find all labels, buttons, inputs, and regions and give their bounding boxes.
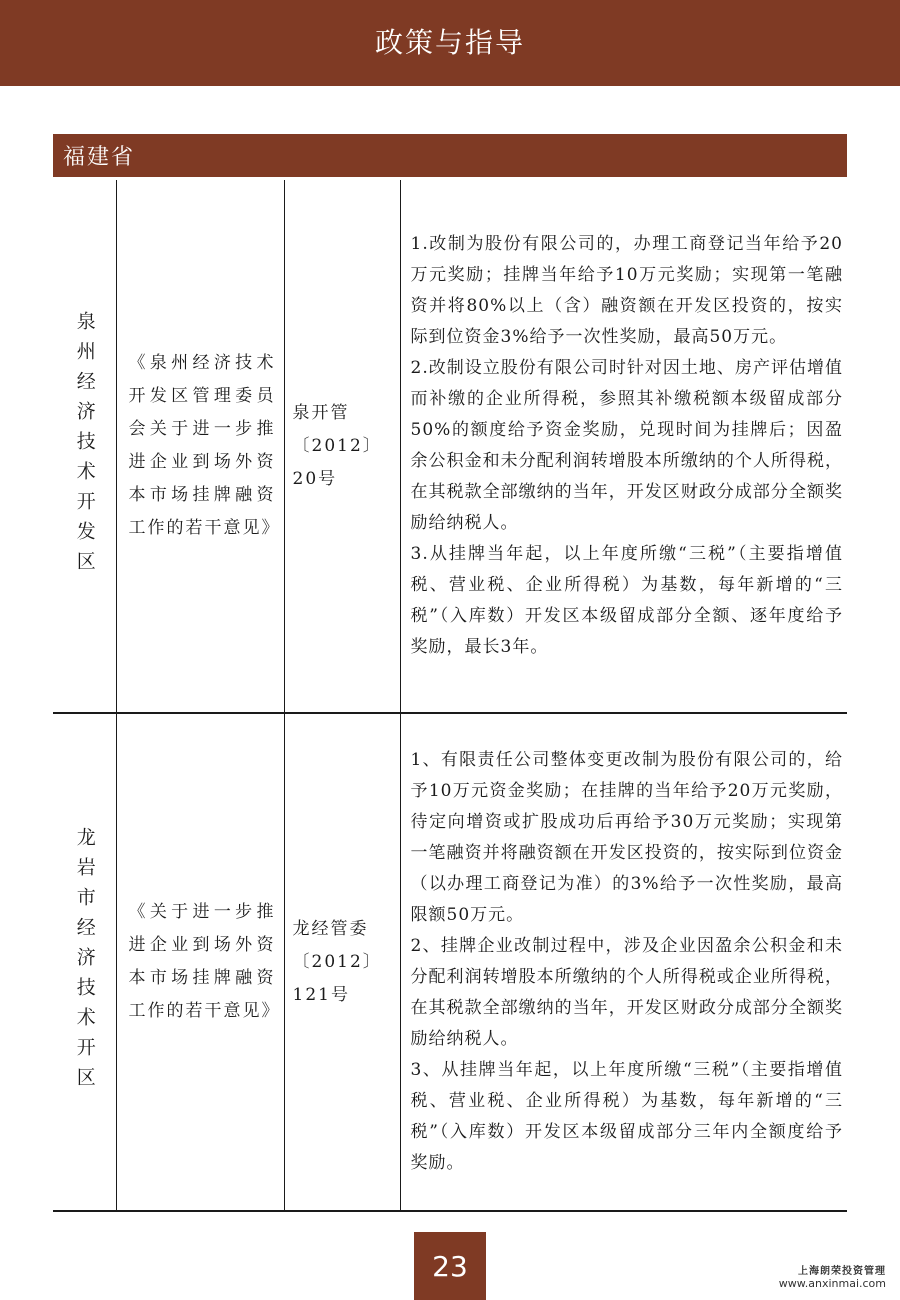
doc-title-cell [116, 180, 284, 713]
document-number: 龙经管委〔2012〕121号 [292, 918, 382, 1005]
header-banner [0, 0, 900, 86]
policy-item: 3.从挂牌当年起，以上年度所缴“三税”（主要指增值税、营业税、企业所得税）为基数，每年新增的“三税”（入库数）开发区本级留成部分全额、逐年度给予奖励，最长3年。 [410, 544, 843, 657]
table-row [53, 713, 847, 1211]
policy-content [401, 743, 848, 1181]
doc-number-cell [284, 713, 400, 1211]
brand-url: www.anxinmai.com [778, 1277, 886, 1290]
province-label: 福建省 [63, 145, 136, 170]
brand-footer [779, 1262, 886, 1290]
policy-item: 1.改制为股份有限公司的，办理工商登记当年给予20万元奖励；挂牌当年给予10万元奖励；实现第一笔融资并将80%以上（含）融资额在开发区投资的，按实际到位资金3%给予一次性奖励，最高50万元。 [410, 234, 843, 347]
document-title: 《关于进一步推进企业到场外资本市场挂牌融资工作的若干意见》 [128, 902, 281, 1021]
doc-number-cell [284, 180, 400, 713]
policy-item: 3、从挂牌当年起，以上年度所缴“三税”（主要指增值税、营业税、企业所得税）为基数，每年新增的“三税”（入库数）开发区本级留成部分三年内全额度给予奖励。 [410, 1060, 843, 1173]
policy-item: 1、有限责任公司整体变更改制为股份有限公司的，给予10万元资金奖励；在挂牌的当年给予20万元奖励，待定向增资或扩股成功后再给予30万元奖励；实现第一笔融资并将融资额在开发区投资的，按实际到位资金（以办理工商登记为准）的3%给予一次性奖励，最高限额50万元。 [410, 750, 843, 925]
region-cell [53, 180, 116, 713]
doc-title-cell [116, 713, 284, 1211]
policy-item: 2、挂牌企业改制过程中，涉及企业因盈余公积金和未分配利润转增股本所缴纳的个人所得税或企业所得税，在其税款全部缴纳的当年，开发区财政分成部分全额奖励给纳税人。 [410, 936, 843, 1049]
region-name: 龙岩市经济技术开区 [73, 827, 96, 1097]
policy-content [401, 227, 848, 665]
page-title: 政策与指导 [374, 26, 525, 59]
page-number: 23 [432, 1249, 468, 1283]
policy-item: 2.改制设立股份有限公司时针对因土地、房产评估增值而补缴的企业所得税，参照其补缴税额本级留成部分50%的额度给予资金奖励，兑现时间为挂牌后；因盈余公积金和未分配利润转增股本所缴纳的个人所得税，在其税款全部缴纳的当年，开发区财政分成部分全额奖励给纳税人。 [410, 358, 843, 533]
region-cell [53, 713, 116, 1211]
page-number-box [414, 1232, 486, 1300]
brand-name: 上海朗荣投资管理 [798, 1266, 886, 1277]
table-row [53, 180, 847, 713]
section-header [53, 134, 847, 177]
document-title: 《泉州经济技术开发区管理委员会关于进一步推进企业到场外资本市场挂牌融资工作的若干意见》 [128, 353, 281, 538]
policy-table [53, 180, 847, 1212]
document-number: 泉开管〔2012〕20号 [292, 402, 382, 489]
region-name: 泉州经济技术开发区 [73, 311, 96, 581]
policy-content-cell [400, 713, 847, 1211]
policy-content-cell [400, 180, 847, 713]
